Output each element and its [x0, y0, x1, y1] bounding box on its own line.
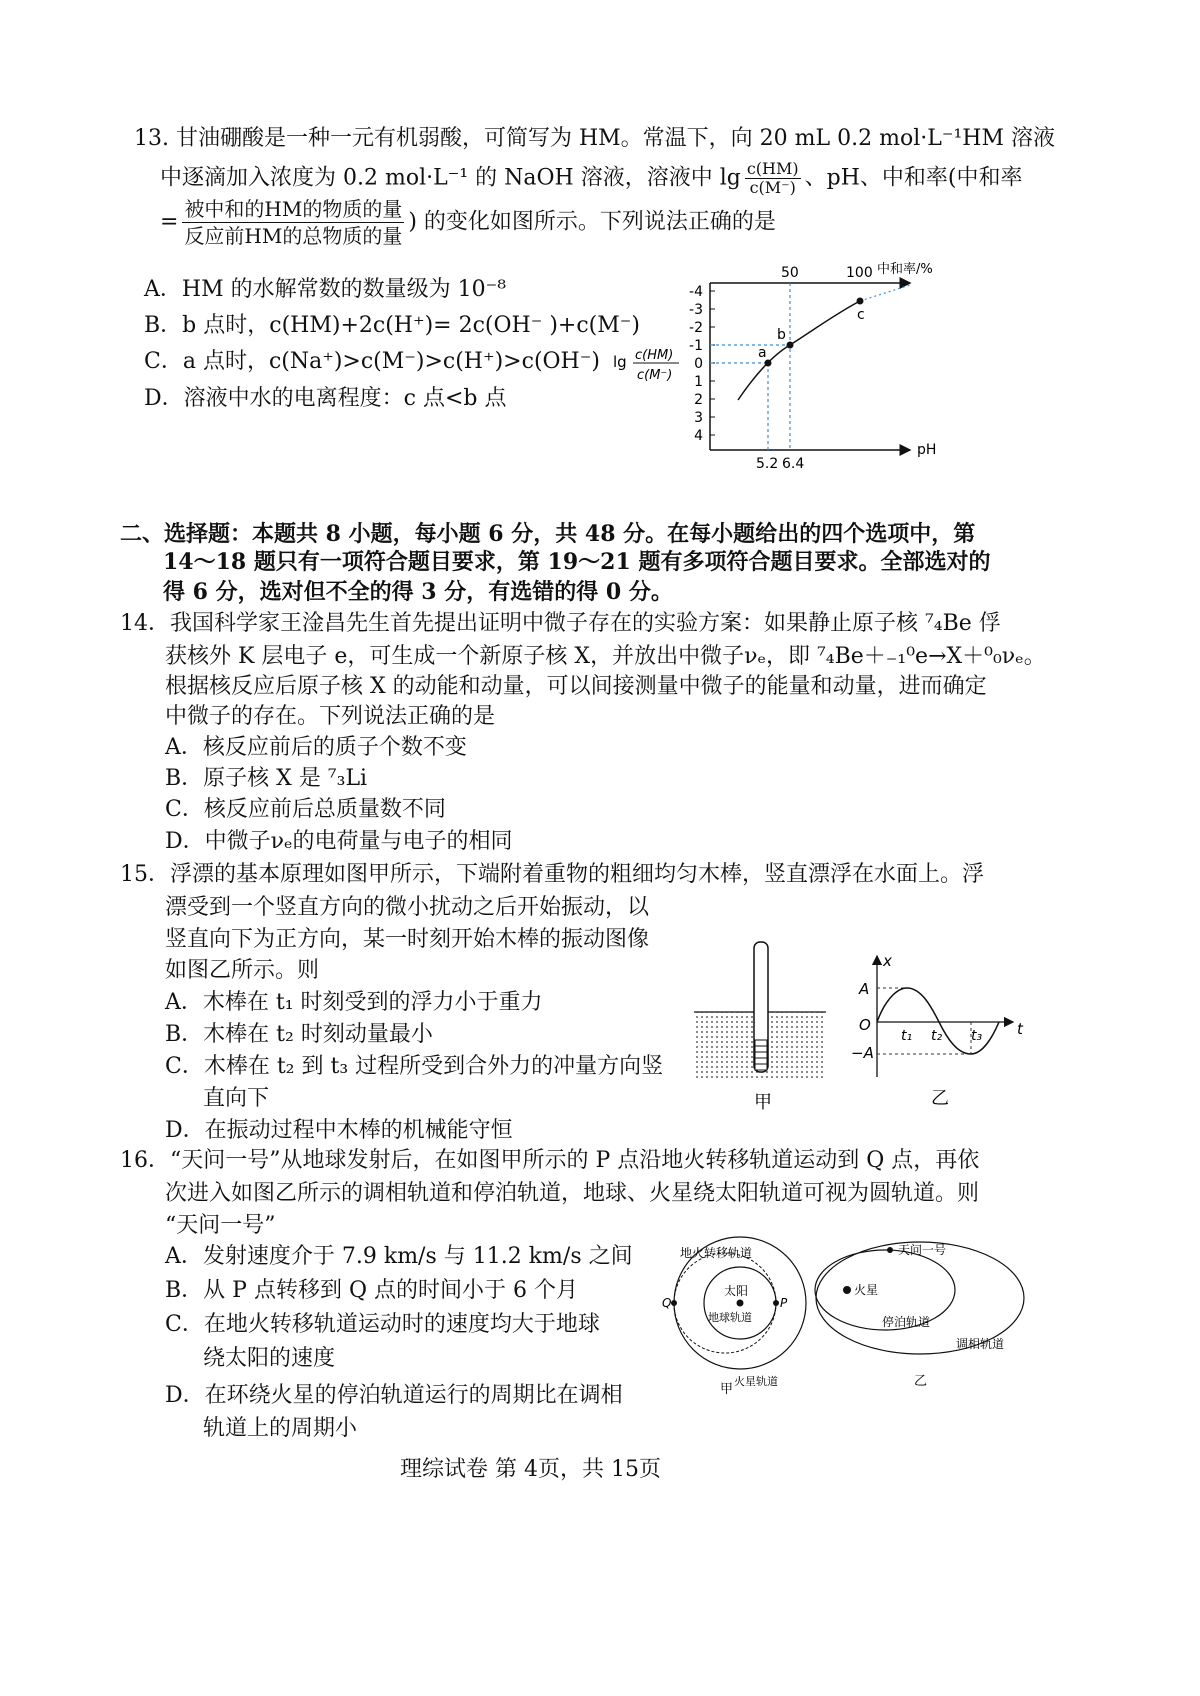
frac2-den: 反应前HM的总物质的量: [184, 224, 403, 248]
q15-option-c-cont: 直向下: [203, 1086, 270, 1111]
label-Q: Q: [662, 1296, 672, 1310]
q14-line1: 14．我国科学家王淦昌先生首先提出证明中微子存在的实验方案：如果静止原子核 ⁷₄Be 俘: [120, 611, 1001, 636]
q14-line3: 根据核反应后原子核 X 的动能和动量，可以间接测量中微子的能量和动量，进而确定: [165, 674, 987, 699]
q13-line3-b: ) 的变化如图所示。下列说法正确的是: [408, 209, 776, 235]
q16-option-d-cont: 轨道上的周期小: [203, 1416, 358, 1441]
section2-line1: 二、选择题：本题共 8 小题，每小题 6 分，共 48 分。在每小题给出的四个选项中，第: [120, 521, 976, 547]
y-ticks: [689, 284, 715, 444]
q14-line4: 中微子的存在。下列说法正确的是: [165, 704, 496, 729]
q14-option-c: C．核反应前后总质量数不同: [165, 797, 446, 822]
q15-line1: 15．浮漂的基本原理如图甲所示，下端附着重物的粗细均匀木棒，竖直漂浮在水面上。浮: [120, 862, 984, 887]
label-probe: 天问一号: [898, 1243, 947, 1257]
q16-option-d: D．在环绕火星的停泊轨道运行的周期比在调相: [165, 1383, 623, 1408]
point-b: [787, 342, 794, 349]
q16-line2: 次进入如图乙所示的调相轨道和停泊轨道，地球、火星绕太阳轨道可视为圆轨道。则: [165, 1181, 980, 1206]
q15-line3: 竖直向下为正方向，某一时刻开始木棒的振动图像: [165, 927, 650, 952]
q14-line2: 获核外 K 层电子 e，可生成一个新原子核 X，并放出中微子νₑ，即 ⁷₄Be＋₋₁⁰e→X＋⁰₀νₑ。: [165, 644, 1046, 669]
label-mars: 火星: [854, 1283, 879, 1297]
transfer-orbit: [674, 1253, 776, 1353]
q13-line3: [160, 196, 776, 249]
frac-num: c(HM): [746, 159, 799, 178]
q16-fig-yi: [810, 1240, 1030, 1395]
label-parking: 停泊轨道: [882, 1315, 931, 1329]
y-label-num: c(HM): [635, 348, 674, 363]
label-O: O: [859, 1016, 871, 1034]
probe: [887, 1247, 893, 1253]
q16-option-a: A．发射速度介于 7.9 km/s 与 11.2 km/s 之间: [165, 1244, 633, 1269]
top-axis-label: 中和率/%: [877, 262, 933, 277]
mars: [843, 1286, 851, 1294]
footer: 理综试卷 第 4页，共 15页: [400, 1457, 661, 1482]
q15-option-d: D．在振动过程中木棒的机械能守恒: [165, 1118, 513, 1143]
label-P: P: [780, 1296, 788, 1310]
q13-eq: =: [160, 209, 179, 235]
label-mars-orbit: 火星轨道: [734, 1375, 778, 1388]
q13-option-c: C．a 点时，c(Na⁺)>c(M⁻)>c(H⁺)>c(OH⁻): [144, 349, 600, 374]
q15-line2: 漂受到一个竖直方向的微小扰动之后开始振动，以: [165, 895, 650, 920]
q15-fig-jia: [690, 940, 830, 1115]
q13-frac: [745, 160, 801, 197]
q15-fig-yi: [845, 952, 1035, 1117]
y-tick-label: 3: [694, 410, 703, 426]
x-mark-6-4: 6.4: [782, 456, 805, 472]
x-mark-5-2: 5.2: [756, 456, 779, 472]
q15-option-b: B．木棒在 t₂ 时刻动量最小: [165, 1022, 433, 1047]
q13-frac2: [182, 196, 404, 249]
q13-line2-b: 、pH、中和率(中和率: [804, 165, 1023, 191]
q13-line1: 13. 甘油硼酸是一种一元有机弱酸，可简写为 HM。常温下，向 20 mL 0.2 mol·L⁻¹HM 溶液: [134, 126, 1055, 151]
y-tick-label: -4: [689, 284, 703, 300]
label-transfer: 地火转移轨道: [680, 1246, 753, 1260]
frac-den: c(M⁻): [749, 178, 796, 197]
q14-option-a: A．核反应前后的质子个数不变: [165, 735, 467, 760]
top-mark-100: 100: [846, 265, 873, 281]
q13-chart: [605, 255, 965, 475]
point-P: [773, 1300, 779, 1306]
q16-line1: 16．“天问一号”从地球发射后，在如图甲所示的 P 点沿地火转移轨道运动到 Q 点，再依: [120, 1148, 980, 1173]
caption-yi-16: 乙: [914, 1374, 928, 1389]
q14-option-d: D．中微子νₑ的电荷量与电子的相同: [165, 829, 513, 854]
q13-option-d: D．溶液中水的电离程度：c 点<b 点: [144, 386, 507, 411]
q16-fig-jia: [660, 1235, 820, 1395]
label-negA: −A: [851, 1044, 874, 1062]
label-a: a: [758, 345, 767, 361]
sun: [737, 1300, 744, 1307]
label-t1: t₁: [901, 1028, 913, 1044]
q16-option-b: B．从 P 点转移到 Q 点的时间小于 6 个月: [165, 1278, 578, 1303]
y-tick-label: 4: [694, 428, 703, 444]
q15-option-c: C．木棒在 t₂ 到 t₃ 过程所受到合外力的冲量方向竖: [165, 1054, 664, 1079]
label-sun: 太阳: [724, 1284, 749, 1298]
y-tick-label: -3: [689, 302, 703, 318]
q16-option-c: C．在地火转移轨道运动时的速度均大于地球: [165, 1312, 600, 1337]
label-t2: t₂: [931, 1028, 943, 1044]
point-c: [857, 298, 864, 305]
section2-line3: 得 6 分，选对但不全的得 3 分，有选错的得 0 分。: [163, 579, 673, 605]
y-tick-label: -1: [689, 338, 703, 354]
caption-jia: 甲: [754, 1092, 772, 1113]
axis-x: x: [883, 952, 892, 970]
y-tick-label: 2: [694, 392, 703, 408]
label-A: A: [859, 980, 870, 998]
y-label-lg: lg: [613, 353, 627, 371]
caption-yi: 乙: [931, 1088, 949, 1109]
axis-t: t: [1017, 1020, 1023, 1038]
label-b: b: [777, 327, 786, 343]
sine-curve: [877, 988, 999, 1054]
q16-line3: “天问一号”: [165, 1213, 276, 1238]
frac2-num: 被中和的HM的物质的量: [184, 197, 403, 221]
x-label: pH: [917, 442, 937, 458]
q15-option-a: A．木棒在 t₁ 时刻受到的浮力小于重力: [165, 990, 543, 1015]
q14-option-b: B．原子核 X 是 ⁷₃Li: [165, 766, 368, 791]
caption-jia-16: 甲: [720, 1382, 734, 1395]
weight: [755, 1040, 767, 1070]
q13-option-a: A．HM 的水解常数的数量级为 10⁻⁸: [144, 277, 507, 302]
curve: [738, 301, 860, 400]
q16-option-c-cont: 绕太阳的速度: [203, 1346, 336, 1371]
label-earth-orbit: 地球轨道: [708, 1311, 752, 1324]
top-mark-50: 50: [781, 265, 799, 281]
y-tick-label: 1: [694, 374, 703, 390]
y-tick-label: 0: [694, 356, 703, 372]
section2-line2: 14～18 题只有一项符合题目要求，第 19～21 题有多项符合题目要求。全部选对的: [163, 549, 991, 575]
q13-line2: [160, 160, 1022, 197]
label-t3: t₃: [971, 1028, 983, 1044]
q13-option-b: B．b 点时，c(HM)+2c(H⁺)= 2c(OH⁻ )+c(M⁻): [144, 313, 640, 338]
q13-line2-a: 中逐滴加入浓度为 0.2 mol·L⁻¹ 的 NaOH 溶液，溶液中 lg: [160, 165, 741, 191]
label-phasing: 调相轨道: [956, 1337, 1005, 1351]
y-label-den: c(M⁻): [637, 368, 673, 383]
y-tick-label: -2: [689, 320, 703, 336]
label-c: c: [857, 307, 865, 323]
q15-line4: 如图乙所示。则: [165, 958, 320, 983]
point-Q: [671, 1300, 677, 1306]
